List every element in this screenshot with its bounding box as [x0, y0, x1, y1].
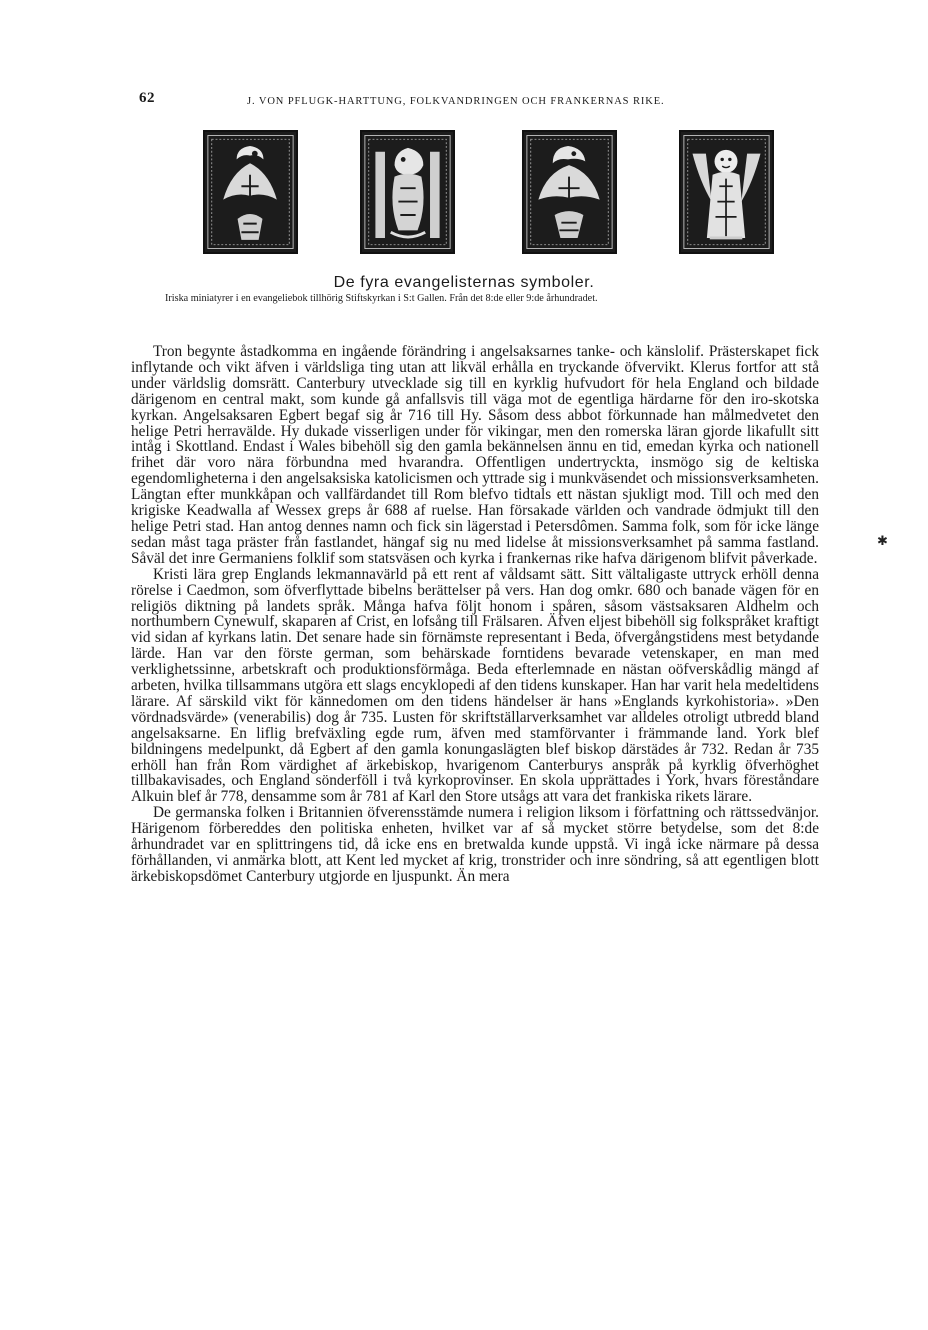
paragraph: De germanska folken i Britannien öfverensstämde numera i religion liksom i författning och rättssedvänjor. Härigenom förbereddes den politiska enheten, hvilket var af så mycket större betydelse, som det 8:de århundradet var en splittringens tid, då icke ens en bretwalda kunde uppstå. Vi ingå icke närmare på dessa förhållanden, vi anmärka blott, att Kent led mycket af krig, tronstrider och inre söndring, så att egentligen blott ärkebiskopsdömet Canterbury utgjorde en ljuspunkt. Än mera	[131, 804, 819, 885]
paragraph: Tron begynte åstadkomma en ingående förändring i angelsaksarnes tanke- och känslolif. Prästerskapet fick inflytande och vikt äfven i världsliga ting utan att likväl erhålla en tryckande öfvervikt. Klerus fortfor att stå under världslig domsrätt. Canterbury utvecklade sig till en kyrklig hufvudort för hela England och bildade därigenom en central makt, som kunde gå anfallsvis till väga mot de egentliga härdarne för den iro-skotska kyrkan. Angelsaksaren Egbert begaf sig år 716 till Hy. Såsom dess abbot förkunnade han målmedvetet den helige Petri herravälde. Hy dukade visserligen under för vikingar, men den romerska läran gjorde likafullt sitt intåg i Skottland. Endast i Wales bibehöll sig den gamla bekännelsen ännu en tid, emedan kyrka och nationell frihet där voro nära förbundna med hvarandra. Offentligen undertryckta, insmögo sig de keltiska egendomligheterna i den angelsaksiska katolicismen och yttrade sig i munkväsendet och missionsverksamheten. Längtan efter munkkåpan och vallfärdandet till Rom blefvo tidtals ett nästan sjukligt mod. Till och med den krigiske Keadwalla af Wessex greps år 688 af ruelse. Han försakade världen och vandrade ödmjukt till den helige Petri stad. Han antog dennes namn och fick sin lägerstad i Petersdômen. Samma folk, som för icke länge sedan måst taga präster från fastlandet, hängaf sig nu med lidelse åt missionsverksamhet på samma fastland. Såväl det inre Germaniens folklif som statsväsen och kyrka i frankernas rike hafva därigenom blifvit påverkade.	[131, 343, 819, 567]
figure-caption-title: De fyra evangelisternas symboler.	[333, 274, 595, 291]
body-text	[131, 344, 819, 885]
margin-asterisk-mark: ✱	[877, 533, 888, 548]
calf-icon	[524, 132, 615, 252]
angel-icon	[681, 132, 772, 252]
eagle-icon	[205, 132, 296, 252]
paragraph: Kristi lära grep Englands lekmannavärld på ett rent af våldsamt sätt. Sitt vältaligaste uttryck erhöll denna rörelse i Caedmon, som öfverflyttade bibelns berättelser på vers. Han dog omkr. 680 och banade vägen för en religiös diktning på landets språk. Många hafva följt honom i spåren, såsom västsaksaren Aldhelm och northumbern Cynewulf, skaparen af Crist, en lofsång till Frälsaren. Äfven eljest bibehöll sig folkspråket kraftigt vid sidan af kyrkans latin. Det senare hade sin förnämste representant i Beda, öfvergångstidens mest betydande lärde. Han var den förste german, som behärskade forntidens bevarade vetenskaper, en man med verklighetssinne, arbetskraft och produktionsförmåga. Beda efterlemnade en nästan oöfverskådlig mängd af arbeten, hvilka tillsammans utgöra ett slags encyklopedi af den tidens kunskaper. Han har varit hela medeltidens lärare. Af särskild vikt för kännedomen om den tidens händelser är hans »Englands kyrkohistoria». »Den vördnadsvärde» (venerabilis) dog år 735. Lusten för skriftställarverksamhet var alldeles otroligt utbredd bland angelsaksarne. En liflig brefväxling egde rum, äfven med stamförvanter i främmande land. York blef bildningens medelpunkt, då Egbert af den gamla konungaslägten blef biskop därstädes år 732. Redan år 735 erhöll han från Rom värdighet af ärkebiskop, hvarigenom Canterburys anspråk på kyrklig öfverhöghet tillbakavisades, och England sönderföll i två kyrkoprovinser. En skola upprättades i York, hvars föreståndare Alkuin blef år 778, densamme som år 781 af Karl den Store utsågs att vara det frankiska rikets lärare.	[131, 565, 819, 806]
figure-caption-subtitle: Iriska miniatyrer i en evangeliebok tillhörig Stiftskyrkan i S:t Gallen. Från det 8:de eller 9:de århundradet.	[165, 293, 598, 304]
lion-plate	[360, 130, 455, 254]
lion-icon	[362, 132, 453, 252]
page-number: 62	[139, 90, 155, 106]
eagle-plate	[203, 130, 298, 254]
running-head: J. VON PFLUGK-HARTTUNG, FOLKVANDRINGEN OCH FRANKERNAS RIKE.	[247, 96, 665, 107]
evangelist-plates	[197, 130, 777, 256]
calf-plate	[522, 130, 617, 254]
angel-plate	[679, 130, 774, 254]
